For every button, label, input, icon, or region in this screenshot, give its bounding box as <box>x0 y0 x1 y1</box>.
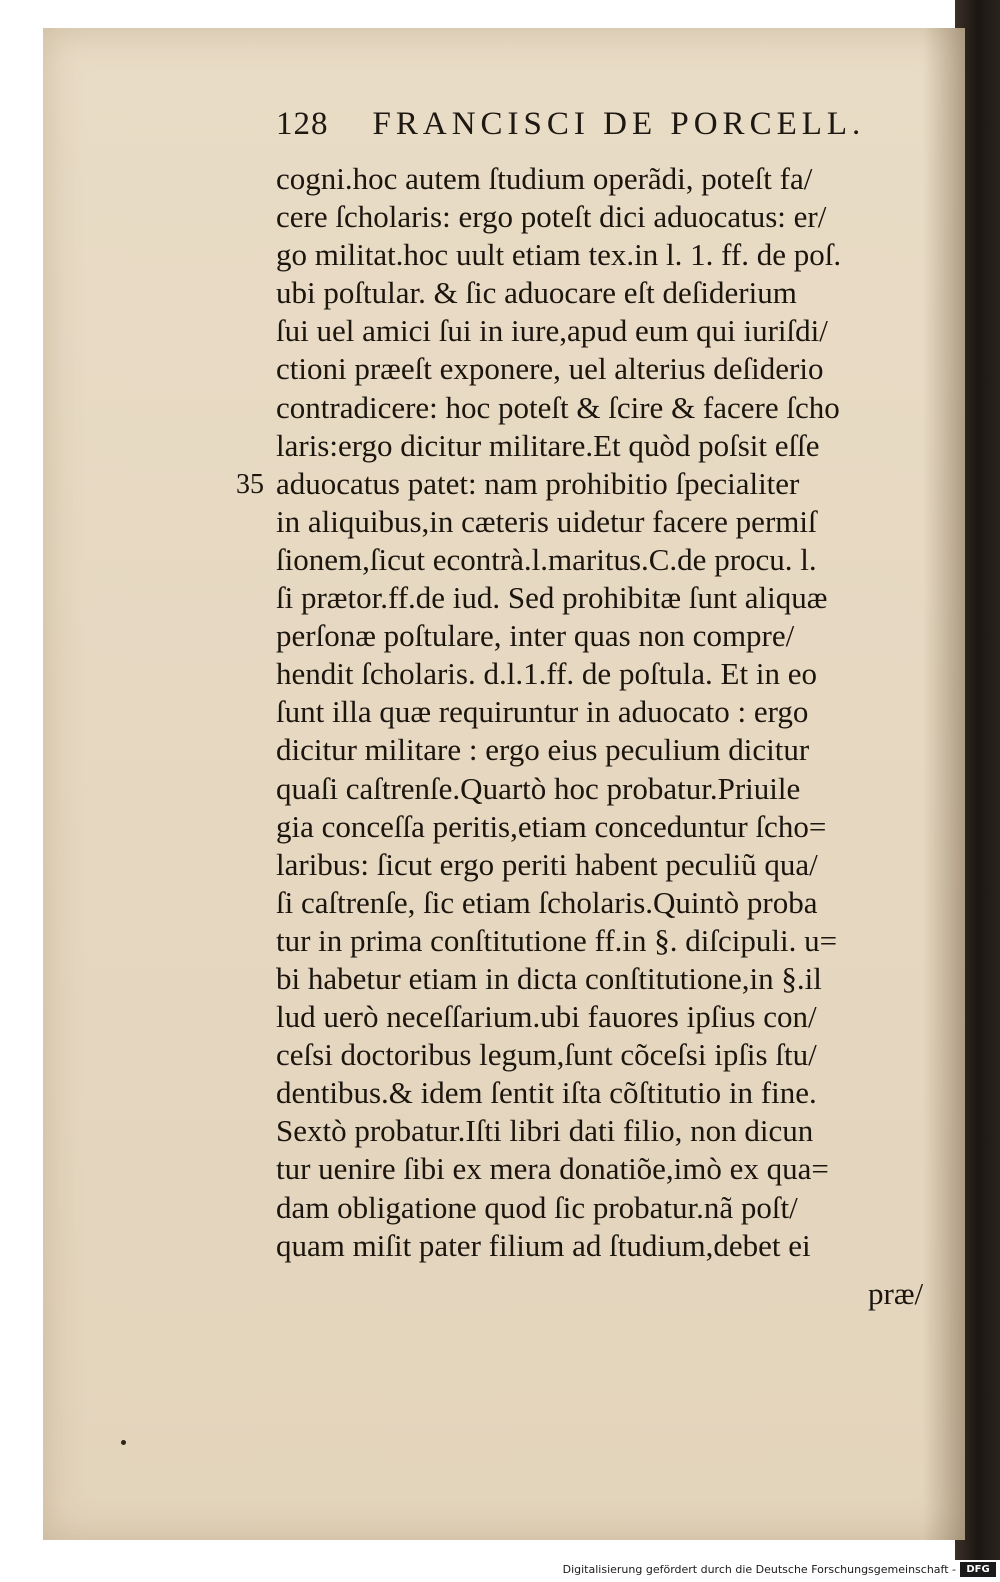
text-line: dicitur militare : ergo eius peculium dicitur <box>276 732 810 768</box>
text-line: cere ſcholaris: ergo poteſt dici aduocatus: er/ <box>276 199 827 235</box>
text-line: contradicere: hoc poteſt & ſcire & facere ſcho <box>276 389 840 425</box>
running-header <box>276 106 916 143</box>
text-line: laris:ergo dicitur militare.Et quòd poſsit eſſe <box>276 427 820 463</box>
running-head-title: FRANCISCI DE PORCELL. <box>372 106 866 142</box>
text-line: ſunt illa quæ requiruntur in aduocato : ergo <box>276 694 809 730</box>
text-line: go militat.hoc uult etiam tex.in l. 1. ff. de poſ. <box>276 237 842 273</box>
text-line: lud uerò neceſſarium.ubi fauores ipſius con/ <box>276 999 817 1035</box>
text-line: ſionem,ſicut econtrà.l.maritus.C.de procu. l. <box>276 541 817 577</box>
text-line: hendit ſcholaris. d.l.1.ff. de poſtula. Et in eo <box>276 656 817 692</box>
text-line: ceſsi doctoribus legum,ſunt cõceſsi ipſis ſtu/ <box>276 1037 817 1073</box>
text-line: ſi caſtrenſe, ſic etiam ſcholaris.Quintò proba <box>276 884 818 920</box>
text-line: ctioni præeſt exponere, uel alterius deſiderio <box>276 351 824 387</box>
text-line: in aliquibus,in cæteris uidetur facere permiſ <box>276 503 817 539</box>
catchword: præ/ <box>868 1276 924 1311</box>
text-line: ſui uel amici ſui in iure,apud eum qui iuriſdi/ <box>276 313 828 349</box>
ink-spot <box>121 1440 126 1445</box>
body-text <box>276 160 936 1265</box>
text-line: tur in prima conſtitutione ff.in §. diſcipuli. u= <box>276 922 838 958</box>
text-line: quaſi caſtrenſe.Quartò hoc probatur.Priuile <box>276 770 801 806</box>
dfg-logo: DFG <box>960 1562 996 1577</box>
text-line: perſonæ poſtulare, inter quas non compre/ <box>276 618 795 654</box>
text-line: ubi poſtular. & ſic aduocare eſt deſiderium <box>276 275 797 311</box>
text-line: dentibus.& idem ſentit iſta cõſtitutio in fine. <box>276 1075 817 1111</box>
text-line: laribus: ſicut ergo periti habent peculiũ qua/ <box>276 846 818 882</box>
text-line: dam obligatione quod ſic probatur.nã poſt/ <box>276 1189 798 1225</box>
text-line: tur uenire ſibi ex mera donatiõe,imò ex qua= <box>276 1151 829 1187</box>
text-line: bi habetur etiam in dicta conſtitutione,in §.il <box>276 960 822 996</box>
text-line: Sextò probatur.Iſti libri dati filio, non dicun <box>276 1113 814 1149</box>
page-number: 128 <box>276 106 329 142</box>
text-line: gia conceſſa peritis,etiam conceduntur ſcho= <box>276 808 827 844</box>
text-line: ſi prætor.ff.de iud. Sed prohibitæ ſunt aliquæ <box>276 580 828 616</box>
text-line: cogni.hoc autem ſtudium operãdi, poteſt fa/ <box>276 161 813 196</box>
text-line: aduocatus patet: nam prohibitio ſpecialiter <box>276 465 800 501</box>
digitization-credit: Digitalisierung gefördert durch die Deutsche Forschungsgemeinschaft - <box>562 1563 956 1576</box>
margin-line-number: 35 <box>236 469 264 500</box>
text-line: quam miſit pater filium ad ſtudium,debet ei <box>276 1227 811 1263</box>
